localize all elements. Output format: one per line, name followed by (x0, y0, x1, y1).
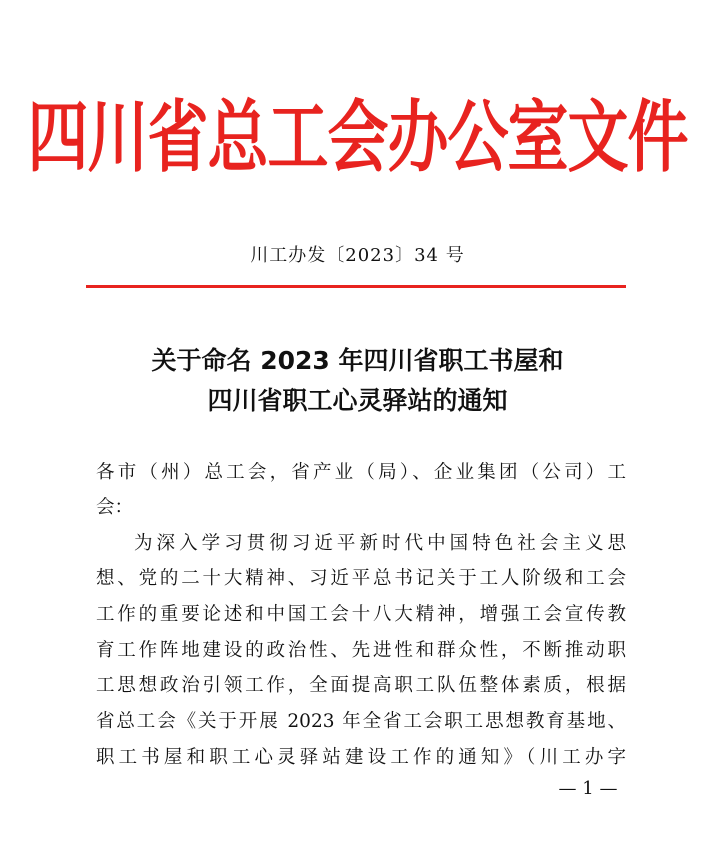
body-text-line: 想、党的二十大精神、习近平总书记关于工人阶级和工会 (96, 568, 626, 589)
notice-title-line-1: 关于命名 2023 年四川省职工书屋和 (151, 346, 564, 375)
body-text-line: 工作的重要论述和中国工会十八大精神，增强工会宣传教 (96, 604, 626, 625)
body-text-line: 职工书屋和职工心灵驿站建设工作的通知》（川工办字 (96, 747, 626, 768)
body-text-line: 为深入学习贯彻习近平新时代中国特色社会主义思 (134, 533, 626, 554)
notice-title-line-2: 四川省职工心灵驿站的通知 (207, 386, 508, 415)
body-text-line: 省总工会《关于开展 2023 年全省工会职工思想教育基地、 (96, 711, 626, 732)
body-text-line: 工思想政治引领工作，全面提高职工队伍整体素质，根据 (96, 675, 626, 696)
masthead-title: 四川省总工会办公室文件 (27, 92, 688, 184)
red-separator-rule (86, 285, 626, 288)
body-text-line: 育工作阵地建设的政治性、先进性和群众性，不断推动职 (96, 640, 626, 661)
page-number: — 1 — (558, 778, 618, 799)
salutation-line: 各市（州）总工会，省产业（局）、企业集团（公司）工 (96, 462, 626, 483)
document-number: 川工办发〔2023〕34 号 (250, 245, 465, 266)
salutation-line: 会： (96, 497, 134, 518)
